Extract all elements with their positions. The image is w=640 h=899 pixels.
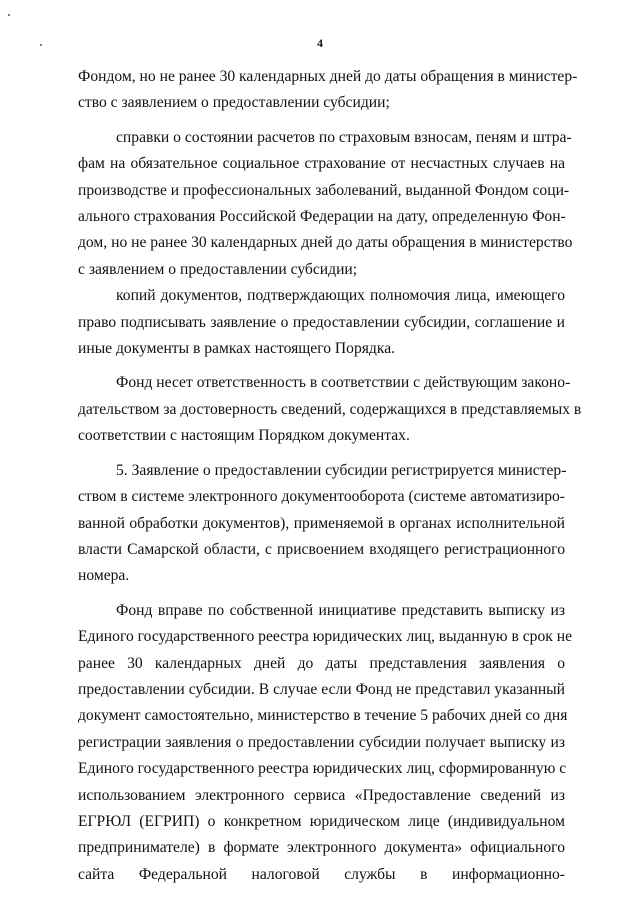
- text-line: Фонд несет ответственность в соответствии с действующим законо-: [116, 374, 571, 392]
- text-line: с заявлением о предоставлении субсидии;: [78, 260, 358, 278]
- text-line: регистрации заявления о предоставлении субсидии получает выписку из: [78, 733, 565, 751]
- text-line: Фонд вправе по собственной инициативе представить выписку из: [116, 601, 565, 619]
- paragraph-insurance-certificate: [78, 125, 573, 283]
- text-line: Единого государственного реестра юридических лиц, выданную в срок не: [78, 628, 572, 646]
- text-line: Фондом, но не ранее 30 календарных дней до даты обращения в министер-: [78, 68, 578, 85]
- paragraph-registration: [78, 458, 565, 590]
- text-line: ванной обработки документов), применяемой в органах исполнительной: [78, 514, 565, 532]
- text-line: производстве и профессиональных заболеваний, выданной Фондом соци-: [78, 181, 570, 199]
- text-line: копий документов, подтверждающих полномочия лица, имеющего: [116, 287, 565, 305]
- text-line: документ самостоятельно, министерство в течение 5 рабочих дней со дня: [78, 707, 568, 725]
- text-line: предоставлении субсидии. В случае если Фонд не представил указанный: [78, 680, 565, 698]
- paragraph-authority-documents: [78, 283, 565, 362]
- text-line: соответствии с настоящим Порядком документах.: [78, 427, 410, 445]
- paragraph-registry-extract: [78, 598, 572, 888]
- text-line: номера.: [78, 567, 130, 585]
- paragraph-fund-certificate-end: [78, 64, 578, 117]
- text-line: ранее 30 календарных дней до даты представления заявления о: [78, 654, 565, 672]
- text-line: дательством за достоверность сведений, содержащихся в представляемых в: [78, 400, 582, 418]
- text-line: дом, но не ранее 30 календарных дней до даты обращения в министерство: [78, 234, 573, 252]
- text-line: справки о состоянии расчетов по страховым взносам, пеням и штра-: [116, 128, 572, 146]
- text-line: ального страхования Российской Федерации на дату, определенную Фон-: [78, 208, 566, 226]
- text-line: ством в системе электронного документооборота (системе автоматизиро-: [78, 488, 565, 506]
- text-line: сайта Федеральной налоговой службы в информационно-: [78, 865, 565, 883]
- text-line: предпринимателе) в формате электронного документа» официального: [78, 839, 565, 857]
- text-line: использованием электронного сервиса «Предоставление сведений из: [78, 786, 565, 804]
- paragraph-responsibility: [78, 370, 582, 449]
- document-body: [78, 64, 582, 888]
- text-line: ЕГРЮЛ (ЕГРИП) о конкретном юридическом лице (индивидуальном: [78, 812, 565, 830]
- text-line: ство с заявлением о предоставлении субсидии;: [78, 94, 390, 112]
- text-line: Единого государственного реестра юридических лиц, сформированную с: [78, 760, 567, 778]
- page-number: 4: [317, 36, 323, 50]
- scan-speck: [40, 44, 42, 46]
- text-line: иные документы в рамках настоящего Порядка.: [78, 340, 396, 358]
- text-line: власти Самарской области, с присвоением входящего регистрационного: [78, 540, 565, 558]
- text-line: право подписывать заявление о предоставлении субсидии, соглашение и: [78, 313, 565, 331]
- text-line: фам на обязательное социальное страхование от несчастных случаев на: [78, 155, 565, 173]
- scan-speck: [8, 14, 10, 16]
- text-line: 5. Заявление о предоставлении субсидии регистрируется министер-: [116, 461, 567, 479]
